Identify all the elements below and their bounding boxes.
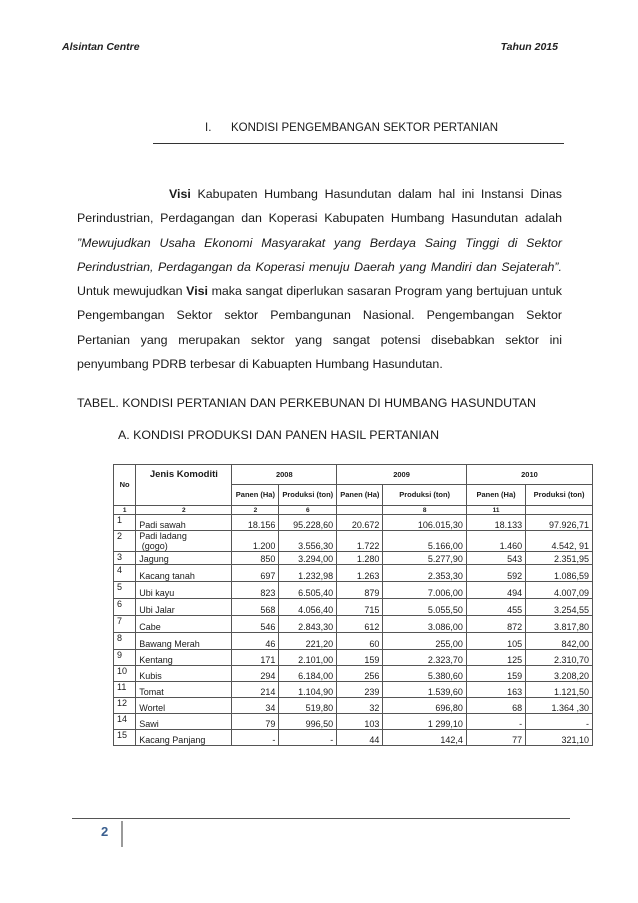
- panen-2010: 125: [466, 650, 525, 666]
- produksi-2008: -: [279, 730, 337, 746]
- row-no: 5: [114, 582, 136, 599]
- table-body: [114, 515, 593, 746]
- commodity-name: Kubis: [136, 666, 232, 682]
- panen-2010: 159: [466, 666, 525, 682]
- panen-2009: 612: [337, 616, 383, 633]
- produksi-2008: 95.228,60: [279, 515, 337, 531]
- header-jenis-komoditi: Jenis Komoditi: [136, 465, 232, 506]
- header-year-2008: 2008: [232, 465, 337, 485]
- produksi-2010: 842,00: [526, 633, 593, 650]
- panen-2008: 546: [232, 616, 279, 633]
- panen-2008: 1.200: [232, 531, 279, 552]
- index-cell: [337, 506, 383, 515]
- commodity-name: Wortel: [136, 698, 232, 714]
- panen-2009: 715: [337, 599, 383, 616]
- produksi-2009: 106.015,30: [383, 515, 467, 531]
- row-no: 6: [114, 599, 136, 616]
- header-year-2010: 2010: [466, 465, 592, 485]
- panen-2010: 872: [466, 616, 525, 633]
- produksi-2008: 2.843,30: [279, 616, 337, 633]
- produksi-2008: 1.104,90: [279, 682, 337, 698]
- row-no: 4: [114, 565, 136, 582]
- page-number-divider: [121, 821, 123, 847]
- commodity-name: Sawi: [136, 714, 232, 730]
- panen-2010: 105: [466, 633, 525, 650]
- table-subtitle: A. KONDISI PRODUKSI DAN PANEN HASIL PERTANIAN: [118, 428, 440, 442]
- table-row: [114, 730, 593, 746]
- table-row: [114, 582, 593, 599]
- panen-2010: 163: [466, 682, 525, 698]
- production-table: [113, 464, 593, 746]
- row-no: 1: [114, 515, 136, 531]
- table-row: [114, 650, 593, 666]
- table-row: [114, 552, 593, 565]
- panen-2009: 20.672: [337, 515, 383, 531]
- panen-2009: 32: [337, 698, 383, 714]
- table-row: [114, 599, 593, 616]
- panen-2008: -: [232, 730, 279, 746]
- panen-2008: 568: [232, 599, 279, 616]
- panen-2009: 103: [337, 714, 383, 730]
- produksi-2008: 996,50: [279, 714, 337, 730]
- index-cell: 2: [232, 506, 279, 515]
- table-row: [114, 515, 593, 531]
- panen-2008: 171: [232, 650, 279, 666]
- produksi-2009: 255,00: [383, 633, 467, 650]
- para-text-3: maka sangat diperlukan sasaran Program yang bertujuan untuk Pengembangan Sektor sektor Pembangunan Nasional. Pengembangan Sektor Pertanian yang merupakan sektor yang sangat potensi disebabkan sektor ini penyumbang PDRB terbesar di Kabuapten Humbang Hasundutan.: [77, 284, 562, 372]
- panen-2009: 1.263: [337, 565, 383, 582]
- commodity-name: Kacang tanah: [136, 565, 232, 582]
- table-row: [114, 616, 593, 633]
- produksi-2009: 1.539,60: [383, 682, 467, 698]
- produksi-2010: 2.351,95: [526, 552, 593, 565]
- row-no: 12: [114, 698, 136, 714]
- panen-2009: 44: [337, 730, 383, 746]
- produksi-2008: 6.184,00: [279, 666, 337, 682]
- footer-rule: [72, 818, 570, 819]
- panen-2010: -: [466, 714, 525, 730]
- produksi-2009: 1 299,10: [383, 714, 467, 730]
- row-no: 8: [114, 633, 136, 650]
- produksi-2010: -: [526, 714, 593, 730]
- produksi-2009: 5.166,00: [383, 531, 467, 552]
- commodity-name: Bawang Merah: [136, 633, 232, 650]
- produksi-2008: 1.232,98: [279, 565, 337, 582]
- produksi-2010: 1.086,59: [526, 565, 593, 582]
- visi-bold-1: Visi: [169, 187, 191, 201]
- produksi-2009: 2.323,70: [383, 650, 467, 666]
- produksi-2010: 3.208,20: [526, 666, 593, 682]
- vision-paragraph: [77, 182, 562, 376]
- panen-2010: 592: [466, 565, 525, 582]
- index-cell: 6: [279, 506, 337, 515]
- commodity-name: Kacang Panjang: [136, 730, 232, 746]
- commodity-name: Kentang: [136, 650, 232, 666]
- produksi-2010: 2.310,70: [526, 650, 593, 666]
- para-text-1: Kabupaten Humbang Hasundutan dalam hal ini Instansi Dinas Perindustrian, Perdagangan dan Koperasi Kabupaten Humbang Hasundutan adalah: [77, 187, 562, 226]
- panen-2009: 256: [337, 666, 383, 682]
- panen-2010: 77: [466, 730, 525, 746]
- panen-2010: 494: [466, 582, 525, 599]
- produksi-2008: 221,20: [279, 633, 337, 650]
- panen-2010: 1.460: [466, 531, 525, 552]
- panen-2008: 294: [232, 666, 279, 682]
- produksi-2008: 6.505,40: [279, 582, 337, 599]
- page-number: 2: [101, 824, 109, 839]
- produksi-2008: 2.101,00: [279, 650, 337, 666]
- panen-2010: 18.133: [466, 515, 525, 531]
- header-produksi-2010: Produksi (ton): [526, 485, 593, 506]
- panen-2009: 1.280: [337, 552, 383, 565]
- table-row: [114, 666, 593, 682]
- header-panen-2008: Panen (Ha): [232, 485, 279, 506]
- produksi-2010: 4.542, 91: [526, 531, 593, 552]
- panen-2008: 18.156: [232, 515, 279, 531]
- produksi-2009: 7.006,00: [383, 582, 467, 599]
- column-index-row: [114, 506, 593, 515]
- produksi-2009: 3.086,00: [383, 616, 467, 633]
- index-cell: 8: [383, 506, 467, 515]
- panen-2009: 60: [337, 633, 383, 650]
- panen-2010: 543: [466, 552, 525, 565]
- produksi-2008: 4.056,40: [279, 599, 337, 616]
- vision-quote: ”Mewujudkan Usaha Ekonomi Masyarakat yang Berdaya Saing Tinggi di Sektor Perindustrian, Perdagangan da Koperasi menuju Daerah yang Mandiri dan Sejaterah”.: [77, 235, 562, 274]
- panen-2010: 455: [466, 599, 525, 616]
- produksi-2008: 519,80: [279, 698, 337, 714]
- table-row: [114, 714, 593, 730]
- produksi-2008: 3.294,00: [279, 552, 337, 565]
- table-title: TABEL. KONDISI PERTANIAN DAN PERKEBUNAN DI HUMBANG HASUNDUTAN: [77, 396, 536, 410]
- produksi-2010: 4.007,09: [526, 582, 593, 599]
- panen-2008: 823: [232, 582, 279, 599]
- panen-2010: 68: [466, 698, 525, 714]
- row-no: 14: [114, 714, 136, 730]
- para-text-2: Untuk mewujudkan: [77, 284, 187, 299]
- commodity-name: Ubi Jalar: [136, 599, 232, 616]
- section-number: I.: [205, 122, 212, 134]
- header-right: Tahun 2015: [500, 41, 558, 53]
- panen-2009: 239: [337, 682, 383, 698]
- panen-2009: 1.722: [337, 531, 383, 552]
- row-no: 9: [114, 650, 136, 666]
- produksi-2008: 3.556,30: [279, 531, 337, 552]
- header-no: No: [114, 465, 136, 506]
- section-underline: [153, 143, 564, 144]
- row-no: 2: [114, 531, 136, 552]
- table-row: [114, 682, 593, 698]
- row-no: 10: [114, 666, 136, 682]
- panen-2008: 850: [232, 552, 279, 565]
- produksi-2009: 142,4: [383, 730, 467, 746]
- commodity-name: Padi ladang (gogo): [136, 531, 232, 552]
- panen-2008: 214: [232, 682, 279, 698]
- index-cell: 2: [136, 506, 232, 515]
- commodity-name: Jagung: [136, 552, 232, 565]
- produksi-2010: 3.817,80: [526, 616, 593, 633]
- produksi-2009: 5.055,50: [383, 599, 467, 616]
- section-heading: [205, 122, 498, 134]
- row-no: 11: [114, 682, 136, 698]
- panen-2009: 879: [337, 582, 383, 599]
- panen-2008: 79: [232, 714, 279, 730]
- panen-2009: 159: [337, 650, 383, 666]
- row-no: 3: [114, 552, 136, 565]
- table-row: [114, 531, 593, 552]
- produksi-2009: 5.277,90: [383, 552, 467, 565]
- produksi-2010: 1.364 ,30: [526, 698, 593, 714]
- row-no: 15: [114, 730, 136, 746]
- section-title: KONDISI PENGEMBANGAN SEKTOR PERTANIAN: [231, 122, 499, 134]
- header-year-2009: 2009: [337, 465, 467, 485]
- index-cell: 1: [114, 506, 136, 515]
- produksi-2009: 5.380,60: [383, 666, 467, 682]
- header-produksi-2008: Produksi (ton): [279, 485, 337, 506]
- index-cell: 11: [466, 506, 525, 515]
- produksi-2009: 2.353,30: [383, 565, 467, 582]
- table-row: [114, 698, 593, 714]
- produksi-2010: 3.254,55: [526, 599, 593, 616]
- table-row: [114, 565, 593, 582]
- index-cell: [526, 506, 593, 515]
- visi-bold-2: Visi: [186, 284, 208, 299]
- produksi-2010: 321,10: [526, 730, 593, 746]
- produksi-2009: 696,80: [383, 698, 467, 714]
- commodity-name: Ubi kayu: [136, 582, 232, 599]
- panen-2008: 46: [232, 633, 279, 650]
- produksi-2010: 97.926,71: [526, 515, 593, 531]
- header-produksi-2009: Produksi (ton): [383, 485, 467, 506]
- row-no: 7: [114, 616, 136, 633]
- table-row: [114, 633, 593, 650]
- commodity-name: Cabe: [136, 616, 232, 633]
- header-panen-2009: Panen (Ha): [337, 485, 383, 506]
- panen-2008: 697: [232, 565, 279, 582]
- header-left: Alsintan Centre: [62, 41, 140, 53]
- header-panen-2010: Panen (Ha): [466, 485, 525, 506]
- commodity-name: Padi sawah: [136, 515, 232, 531]
- produksi-2010: 1.121,50: [526, 682, 593, 698]
- commodity-name: Tomat: [136, 682, 232, 698]
- panen-2008: 34: [232, 698, 279, 714]
